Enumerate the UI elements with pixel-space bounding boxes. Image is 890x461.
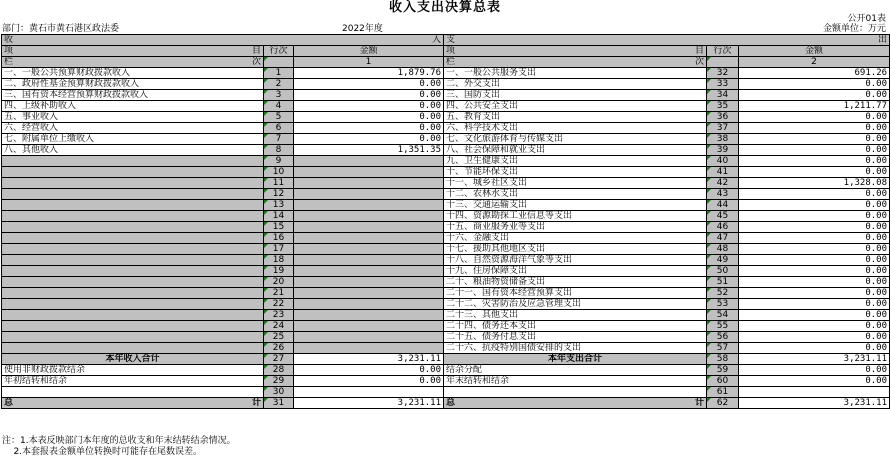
expense-amount: 0.00 bbox=[739, 200, 890, 211]
expense-item: 十八、自然资源海洋气象等支出 bbox=[444, 255, 707, 266]
expense-line-no: 32 bbox=[707, 68, 739, 79]
expense-item: 二十一、国有资本经营预算支出 bbox=[444, 288, 707, 299]
income-item: 四、上级补助收入 bbox=[2, 101, 264, 112]
expense-line-no: 39 bbox=[707, 145, 739, 156]
department-label: 部门：黄石市黄石港区政法委 bbox=[2, 24, 120, 34]
expense-item: 二十二、灾害防治及应急管理支出 bbox=[444, 299, 707, 310]
expense-amount: 0.00 bbox=[739, 134, 890, 145]
expense-total-label: 本年支出合计 bbox=[444, 354, 707, 365]
income-item bbox=[2, 277, 264, 288]
grand-total-income-label: 总 计 bbox=[2, 398, 264, 409]
income-amount bbox=[294, 332, 444, 343]
expense-amount: 691.26 bbox=[739, 68, 890, 79]
income-total-amount: 3,231.11 bbox=[294, 354, 444, 365]
table-row bbox=[2, 288, 890, 299]
income-amount bbox=[294, 222, 444, 233]
expense-amount: 0.00 bbox=[739, 156, 890, 167]
expense-amount: 0.00 bbox=[739, 321, 890, 332]
income-amount bbox=[294, 167, 444, 178]
expense-item: 七、文化旅游体育与传媒支出 bbox=[444, 134, 707, 145]
fiscal-year: 2022年度 bbox=[342, 24, 383, 34]
income-amount: 0.00 bbox=[294, 365, 444, 376]
table-row bbox=[2, 332, 890, 343]
income-line-no: 23 bbox=[264, 310, 294, 321]
income-amount bbox=[294, 343, 444, 354]
table-row bbox=[2, 112, 890, 123]
income-line-no: 14 bbox=[264, 211, 294, 222]
income-item: 一、一般公共预算财政拨款收入 bbox=[2, 68, 264, 79]
table-row bbox=[2, 211, 890, 222]
table-row bbox=[2, 178, 890, 189]
expense-line-no: 61 bbox=[707, 387, 739, 398]
income-amount bbox=[294, 211, 444, 222]
expense-item: 五、教育支出 bbox=[444, 112, 707, 123]
expense-line-no: 40 bbox=[707, 156, 739, 167]
expense-amount: 0.00 bbox=[739, 255, 890, 266]
income-amount: 1,351.35 bbox=[294, 145, 444, 156]
income-item bbox=[2, 178, 264, 189]
table-row bbox=[2, 255, 890, 266]
table-row bbox=[2, 343, 890, 354]
income-line-no: 26 bbox=[264, 343, 294, 354]
expense-amount: 0.00 bbox=[739, 90, 890, 101]
expense-amount: 0.00 bbox=[739, 310, 890, 321]
table-row bbox=[2, 244, 890, 255]
income-item: 年初结转和结余 bbox=[2, 376, 264, 387]
expense-item: 十九、住房保障支出 bbox=[444, 266, 707, 277]
income-line-no: 22 bbox=[264, 299, 294, 310]
unit-label: 金额单位：万元 bbox=[822, 24, 886, 34]
income-amount bbox=[294, 310, 444, 321]
table-row bbox=[2, 68, 890, 79]
expense-line-no: 46 bbox=[707, 222, 739, 233]
expense-line-no: 52 bbox=[707, 288, 739, 299]
table-row bbox=[2, 145, 890, 156]
income-amount bbox=[294, 299, 444, 310]
income-amount bbox=[294, 200, 444, 211]
expense-total-amount: 3,231.11 bbox=[739, 354, 890, 365]
table-row bbox=[2, 167, 890, 178]
income-line-no: 19 bbox=[264, 266, 294, 277]
expense-line-no: 48 bbox=[707, 244, 739, 255]
footnotes bbox=[2, 436, 236, 458]
income-line-no: 10 bbox=[264, 167, 294, 178]
page-title: 收入支出决算总表 bbox=[388, 0, 501, 15]
income-expense-table bbox=[1, 34, 890, 409]
expense-item: 十六、金融支出 bbox=[444, 233, 707, 244]
income-line-no: 16 bbox=[264, 233, 294, 244]
income-item bbox=[2, 343, 264, 354]
income-line-no: 11 bbox=[264, 178, 294, 189]
income-amount bbox=[294, 266, 444, 277]
expense-line-no: 34 bbox=[707, 90, 739, 101]
income-line-no: 15 bbox=[264, 222, 294, 233]
header-row-1: 收 入 支 出 bbox=[2, 35, 890, 46]
income-amount bbox=[294, 387, 444, 398]
expense-line-no: 36 bbox=[707, 112, 739, 123]
income-amount: 0.00 bbox=[294, 112, 444, 123]
grand-total-income-line-no: 31 bbox=[264, 398, 294, 409]
income-line-no: 28 bbox=[264, 365, 294, 376]
expense-line-no: 37 bbox=[707, 123, 739, 134]
income-item: 三、国有资本经营预算财政拨款收入 bbox=[2, 90, 264, 101]
income-line-no: 30 bbox=[264, 387, 294, 398]
expense-line-no: 56 bbox=[707, 332, 739, 343]
expense-amount: 0.00 bbox=[739, 222, 890, 233]
expense-item: 六、科学技术支出 bbox=[444, 123, 707, 134]
table-row bbox=[2, 233, 890, 244]
expense-line-no: 55 bbox=[707, 321, 739, 332]
expense-line-no: 60 bbox=[707, 376, 739, 387]
header-row-3: 栏 次 1 栏 次 2 bbox=[2, 57, 890, 68]
expense-line-no: 41 bbox=[707, 167, 739, 178]
expense-amount: 0.00 bbox=[739, 189, 890, 200]
income-amount bbox=[294, 244, 444, 255]
table-row bbox=[2, 200, 890, 211]
income-line-no: 13 bbox=[264, 200, 294, 211]
income-line-no: 8 bbox=[264, 145, 294, 156]
table-row bbox=[2, 134, 890, 145]
expense-total-line-no: 58 bbox=[707, 354, 739, 365]
income-line-no: 18 bbox=[264, 255, 294, 266]
expense-item: 十一、城乡社区支出 bbox=[444, 178, 707, 189]
income-line-no: 21 bbox=[264, 288, 294, 299]
income-line-no: 17 bbox=[264, 244, 294, 255]
expense-amount: 0.00 bbox=[739, 299, 890, 310]
income-line-no: 9 bbox=[264, 156, 294, 167]
income-item: 二、政府性基金预算财政拨款收入 bbox=[2, 79, 264, 90]
expense-item: 二十三、其他支出 bbox=[444, 310, 707, 321]
expense-item: 十、节能环保支出 bbox=[444, 167, 707, 178]
expense-item: 十五、商业服务业等支出 bbox=[444, 222, 707, 233]
expense-item: 十七、援助其他地区支出 bbox=[444, 244, 707, 255]
income-item bbox=[2, 288, 264, 299]
expense-amount: 0.00 bbox=[739, 277, 890, 288]
income-item bbox=[2, 310, 264, 321]
income-amount: 0.00 bbox=[294, 134, 444, 145]
expense-line-no: 59 bbox=[707, 365, 739, 376]
expense-item: 九、卫生健康支出 bbox=[444, 156, 707, 167]
expense-amount: 0.00 bbox=[739, 233, 890, 244]
line-no-header: 行次 bbox=[264, 46, 294, 57]
expense-line-no: 43 bbox=[707, 189, 739, 200]
table-row bbox=[2, 277, 890, 288]
footnote-2: 2.本套报表金额单位转换时可能存在尾数误差。 bbox=[2, 447, 203, 457]
income-amount bbox=[294, 255, 444, 266]
income-line-no: 1 bbox=[264, 68, 294, 79]
income-item: 五、事业收入 bbox=[2, 112, 264, 123]
table-row bbox=[2, 101, 890, 112]
income-amount: 0.00 bbox=[294, 123, 444, 134]
income-amount bbox=[294, 288, 444, 299]
income-line-no: 25 bbox=[264, 332, 294, 343]
grand-total-expense-line-no: 62 bbox=[707, 398, 739, 409]
expense-item: 二十四、债务还本支出 bbox=[444, 321, 707, 332]
income-header: 收 bbox=[4, 35, 14, 45]
expense-item: 四、公共安全支出 bbox=[444, 101, 707, 112]
income-item bbox=[2, 299, 264, 310]
income-amount: 0.00 bbox=[294, 101, 444, 112]
expense-amount: 0.00 bbox=[739, 167, 890, 178]
income-item bbox=[2, 387, 264, 398]
header-row-2: 项 目 行次 金额 项 目 行次 金额 bbox=[2, 46, 890, 57]
expense-amount: 0.00 bbox=[739, 332, 890, 343]
expense-amount: 0.00 bbox=[739, 112, 890, 123]
expense-amount: 0.00 bbox=[739, 376, 890, 387]
income-item: 八、其他收入 bbox=[2, 145, 264, 156]
expense-item bbox=[444, 387, 707, 398]
grand-total-expense-amount: 3,231.11 bbox=[739, 398, 890, 409]
income-item bbox=[2, 211, 264, 222]
expense-line-no: 45 bbox=[707, 211, 739, 222]
table-row bbox=[2, 310, 890, 321]
table-row bbox=[2, 189, 890, 200]
income-line-no: 2 bbox=[264, 79, 294, 90]
income-item: 六、经营收入 bbox=[2, 123, 264, 134]
expense-amount: 0.00 bbox=[739, 288, 890, 299]
grand-total-expense-label: 总 计 bbox=[444, 398, 707, 409]
expense-line-no: 35 bbox=[707, 101, 739, 112]
income-item: 使用非财政拨款结余 bbox=[2, 365, 264, 376]
income-item bbox=[2, 189, 264, 200]
income-line-no: 12 bbox=[264, 189, 294, 200]
table-row bbox=[2, 376, 890, 387]
expense-line-no: 51 bbox=[707, 277, 739, 288]
expense-line-no: 53 bbox=[707, 299, 739, 310]
expense-amount: 0.00 bbox=[739, 266, 890, 277]
income-item bbox=[2, 222, 264, 233]
income-amount bbox=[294, 277, 444, 288]
income-total-label: 本年收入合计 bbox=[2, 354, 264, 365]
income-amount bbox=[294, 233, 444, 244]
income-item: 七、附属单位上缴收入 bbox=[2, 134, 264, 145]
income-line-no: 24 bbox=[264, 321, 294, 332]
expense-amount: 0.00 bbox=[739, 365, 890, 376]
income-item bbox=[2, 266, 264, 277]
table-row bbox=[2, 387, 890, 398]
income-line-no: 7 bbox=[264, 134, 294, 145]
expense-item: 年末结转和结余 bbox=[444, 376, 707, 387]
income-item bbox=[2, 200, 264, 211]
table-row bbox=[2, 79, 890, 90]
expense-amount: 0.00 bbox=[739, 145, 890, 156]
grand-total-row bbox=[2, 398, 890, 409]
table-row bbox=[2, 90, 890, 101]
expense-item: 三、国防支出 bbox=[444, 90, 707, 101]
income-amount: 0.00 bbox=[294, 79, 444, 90]
expense-amount: 0.00 bbox=[739, 211, 890, 222]
table-row bbox=[2, 365, 890, 376]
expense-line-no: 38 bbox=[707, 134, 739, 145]
table-row bbox=[2, 299, 890, 310]
income-line-no: 5 bbox=[264, 112, 294, 123]
expense-amount: 0.00 bbox=[739, 343, 890, 354]
income-amount bbox=[294, 178, 444, 189]
expense-item: 二十六、抗疫特别国债安排的支出 bbox=[444, 343, 707, 354]
income-amount bbox=[294, 189, 444, 200]
footnote-1: 注：1.本表反映部门本年度的总收支和年末结转结余情况。 bbox=[2, 436, 236, 446]
expense-item: 十二、农林水支出 bbox=[444, 189, 707, 200]
expense-line-no: 54 bbox=[707, 310, 739, 321]
income-line-no: 29 bbox=[264, 376, 294, 387]
table-row bbox=[2, 156, 890, 167]
expense-amount: 0.00 bbox=[739, 123, 890, 134]
income-item bbox=[2, 321, 264, 332]
expense-line-no: 57 bbox=[707, 343, 739, 354]
expense-amount: 1,211.77 bbox=[739, 101, 890, 112]
expense-amount: 0.00 bbox=[739, 244, 890, 255]
income-line-no: 4 bbox=[264, 101, 294, 112]
income-item bbox=[2, 255, 264, 266]
expense-item: 一、一般公共服务支出 bbox=[444, 68, 707, 79]
income-amount bbox=[294, 156, 444, 167]
expense-line-no: 47 bbox=[707, 233, 739, 244]
income-amount bbox=[294, 321, 444, 332]
expense-amount: 0.00 bbox=[739, 79, 890, 90]
expense-item: 二、外交支出 bbox=[444, 79, 707, 90]
income-amount: 0.00 bbox=[294, 90, 444, 101]
total-row bbox=[2, 354, 890, 365]
income-item bbox=[2, 156, 264, 167]
table-row bbox=[2, 123, 890, 134]
income-item bbox=[2, 244, 264, 255]
amount-header: 金额 bbox=[294, 46, 444, 57]
table-row bbox=[2, 222, 890, 233]
income-line-no: 3 bbox=[264, 90, 294, 101]
expense-amount: 1,328.08 bbox=[739, 178, 890, 189]
income-line-no: 6 bbox=[264, 123, 294, 134]
expense-line-no: 42 bbox=[707, 178, 739, 189]
expense-item: 十四、资源勘探工业信息等支出 bbox=[444, 211, 707, 222]
form-code: 公开01表 bbox=[847, 14, 886, 24]
expense-line-no: 49 bbox=[707, 255, 739, 266]
income-item bbox=[2, 233, 264, 244]
expense-item: 十三、交通运输支出 bbox=[444, 200, 707, 211]
expense-line-no: 44 bbox=[707, 200, 739, 211]
table-row bbox=[2, 266, 890, 277]
expense-item: 二十、粮油物资储备支出 bbox=[444, 277, 707, 288]
table-row bbox=[2, 321, 890, 332]
income-item bbox=[2, 167, 264, 178]
income-line-no: 20 bbox=[264, 277, 294, 288]
income-item bbox=[2, 332, 264, 343]
income-amount: 1,879.76 bbox=[294, 68, 444, 79]
grand-total-income-amount: 3,231.11 bbox=[294, 398, 444, 409]
expense-header: 支 bbox=[446, 35, 456, 45]
expense-line-no: 50 bbox=[707, 266, 739, 277]
expense-line-no: 33 bbox=[707, 79, 739, 90]
expense-amount bbox=[739, 387, 890, 398]
expense-item: 八、社会保障和就业支出 bbox=[444, 145, 707, 156]
income-amount: 0.00 bbox=[294, 376, 444, 387]
expense-item: 结余分配 bbox=[444, 365, 707, 376]
expense-item: 二十五、债务付息支出 bbox=[444, 332, 707, 343]
income-total-line-no: 27 bbox=[264, 354, 294, 365]
